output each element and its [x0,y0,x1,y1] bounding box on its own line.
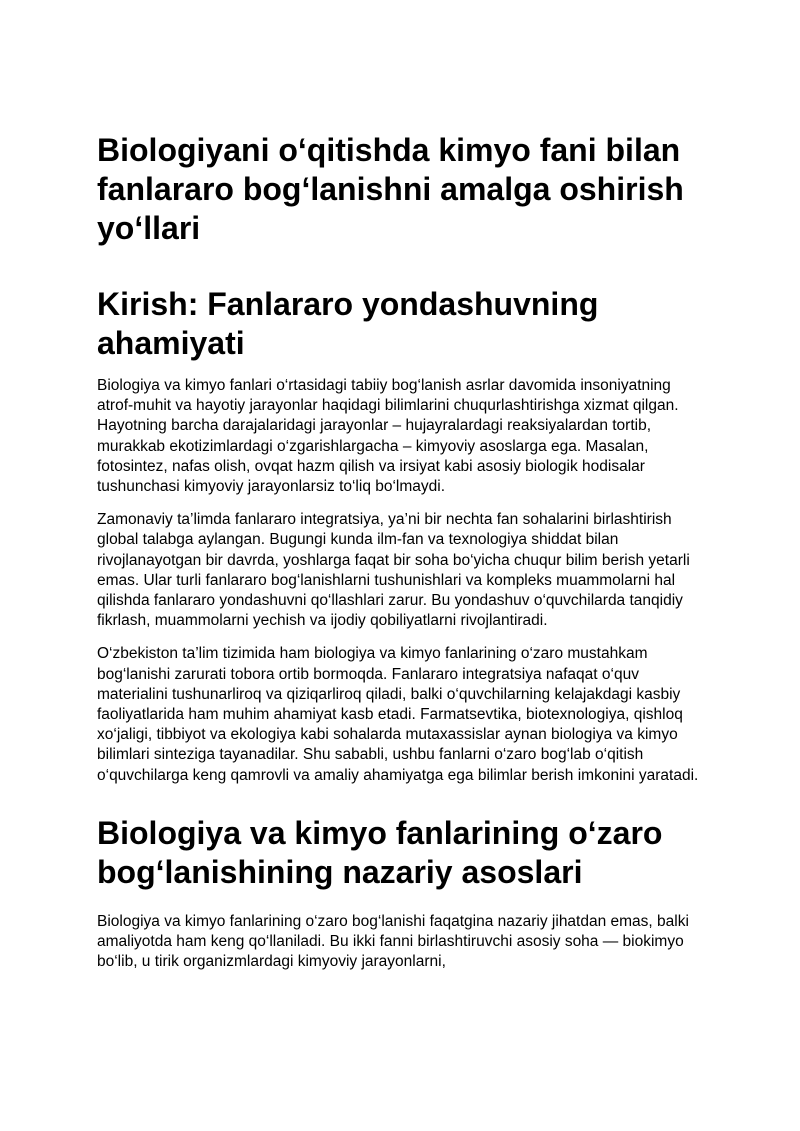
paragraph: O‘zbekiston ta’lim tizimida ham biologiya va kimyo fanlarining o‘zaro mustahkam bog‘lanishi zarurati tobora ortib bormoqda. Fanlararo integratsiya nafaqat o‘quv materialini tushunarliroq va qiziqarliroq qiladi, balki o‘quvchilarning kelajakdagi kasbiy faoliyatlarida ham muhim ahamiyat kasb etadi. Farmatsevtika, biotexnologiya, qishloq xo‘jaligi, tibbiyot va ekologiya kabi sohalarda mutaxassislar aynan biologiya va kimyo bilimlari sinteziga tayanadilar. Shu sababli, ushbu fanlarni o‘zaro bog‘lab o‘qitish o‘quvchilarga keng qamrovli va amaliy ahamiyatga ega bilimlar berish imkonini yaratadi. [97,645,699,784]
paragraph: Zamonaviy ta’limda fanlararo integratsiya, ya’ni bir nechta fan sohalarini birlashtirish global talabga aylangan. Bugungi kunda ilm-fan va texnologiya shiddat bilan rivojlanayotgan bir davrda, yoshlarga faqat bir soha bo‘yicha chuqur bilim berish yetarli emas. Ular turli fanlararo bog‘lanishlarni tushunishlari va kompleks muammolarni hal qilishda fanlararo yondashuvni qo‘llashlari zarur. Bu yondashuv o‘quvchilarda tanqidiy fikrlash, muammolarni yechish va ijodiy qobiliyatlarni rivojlantiradi. [97,511,690,630]
section-heading-introduction: Kirish: Fanlararo yondashuvning ahamiyati [97,286,599,361]
paragraph: Biologiya va kimyo fanlarining o‘zaro bog‘lanishi faqatgina nazariy jihatdan emas, balki amaliyotda ham keng qo‘llaniladi. Bu ikki fanni birlashtiruvchi asosiy soha — biokimyo bo‘lib, u tirik organizmlardagi kimyoviy jarayonlarni, [97,912,689,971]
section-heading-theory: Biologiya va kimyo fanlarining o‘zaro bog‘lanishining nazariy asoslari [97,814,663,890]
document-title: Biologiyani o‘qitishda kimyo fani bilan fanlararo bog‘lanishni amalga oshirish yo‘llari [97,132,684,246]
paragraph: Biologiya va kimyo fanlari o‘rtasidagi tabiiy bog‘lanish asrlar davomida insoniyatning atrof-muhit va hayotiy jarayonlar haqidagi bilimlarini chuqurlashtirishga xizmat qilgan. Hayotning barcha darajalaridagi jarayonlar – hujayralardagi reaksiyalardan tortib, murakkab ekotizimlardagi o‘zgarishlargacha – kimyoviy asoslarga ega. Masalan, fotosintez, nafas olish, ovqat hazm qilish va irsiyat kabi asosiy biologik hodisalar tushunchasi kimyoviy jarayonlarsiz to‘liq bo‘lmaydi. [97,377,679,496]
document-page [97,131,707,972]
